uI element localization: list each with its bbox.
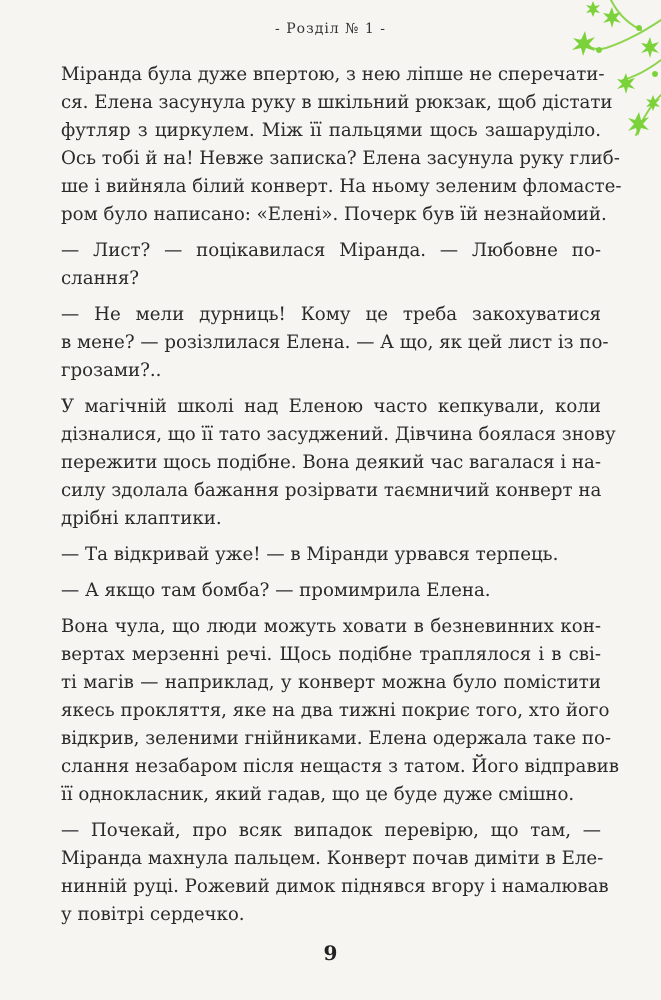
text-line: її однокласник, який гадав, що це буде дуже смішно.: [61, 784, 575, 805]
text-line: — А якщо там бомба? — промимрила Елена.: [61, 580, 491, 601]
page-number: 9: [323, 941, 338, 965]
text-line: ром було написано: «Елені». Почерк був їй незнайомий.: [61, 204, 607, 225]
text-line: Ось тобі й на! Невже записка? Елена засунула руку глиб-: [61, 148, 620, 169]
text-line: у повітрі сердечко.: [61, 904, 245, 925]
text-line: — Та відкривай уже! — в Міранди урвався терпець.: [61, 544, 559, 565]
text-line: Міранда була дуже впертою, з нею ліпше не сперечати-: [61, 64, 605, 85]
text-line: дрібні клаптики.: [61, 508, 222, 529]
text-line: пережити щось подібне. Вона деякий час вагалася і на-: [61, 452, 602, 473]
text-line: силу здолала бажання розірвати таємничий конверт на: [61, 480, 602, 501]
text-line: вертах мерзенні речі. Щось подібне траплялося і в сві-: [61, 644, 601, 665]
text-line: в мене? — розізлилася Елена. — А що, як цей лист із по-: [61, 332, 609, 353]
text-line: Вона чула, що люди можуть ховати в безневинних кон-: [61, 616, 601, 637]
text-line: нинній руці. Рожевий димок піднявся вгору і намалював: [61, 876, 609, 897]
text-line: слання незабаром після нещастя з татом. Його відправив: [61, 756, 619, 777]
chapter-header: - Розділ № 1 -: [275, 21, 386, 37]
text-line: — Не мели дурниць! Кому це треба закохуватися: [61, 304, 601, 325]
body-text: [61, 61, 622, 929]
text-line: ті магів — наприклад, у конверт можна було помістити: [61, 672, 601, 693]
text-line: Міранда махнула пальцем. Конверт почав диміти в Еле-: [61, 848, 604, 869]
text-line: якесь прокляття, яке на два тижні покриє того, хто його: [61, 700, 610, 721]
text-line: ся. Елена засунула руку в шкільний рюкзак, щоб дістати: [61, 92, 613, 113]
text-line: — Лист? — поцікавилася Міранда. — Любовне по-: [61, 240, 601, 261]
text-line: грозами?..: [61, 360, 162, 381]
text-line: У магічній школі над Еленою часто кепкували, коли: [61, 396, 601, 417]
text-line: ше і вийняла білий конверт. На ньому зеленим фломасте-: [61, 176, 622, 197]
text-line: слання?: [61, 268, 140, 289]
text-line: — Почекай, про всяк випадок перевірю, що там, —: [61, 820, 601, 841]
text-line: дізналися, що її тато засуджений. Дівчина боялася знову: [61, 424, 616, 445]
text-line: футляр з циркулем. Між її пальцями щось зашаруділо.: [61, 120, 601, 141]
text-line: відкрив, зеленими гнійниками. Елена одержала таке по-: [61, 728, 612, 749]
